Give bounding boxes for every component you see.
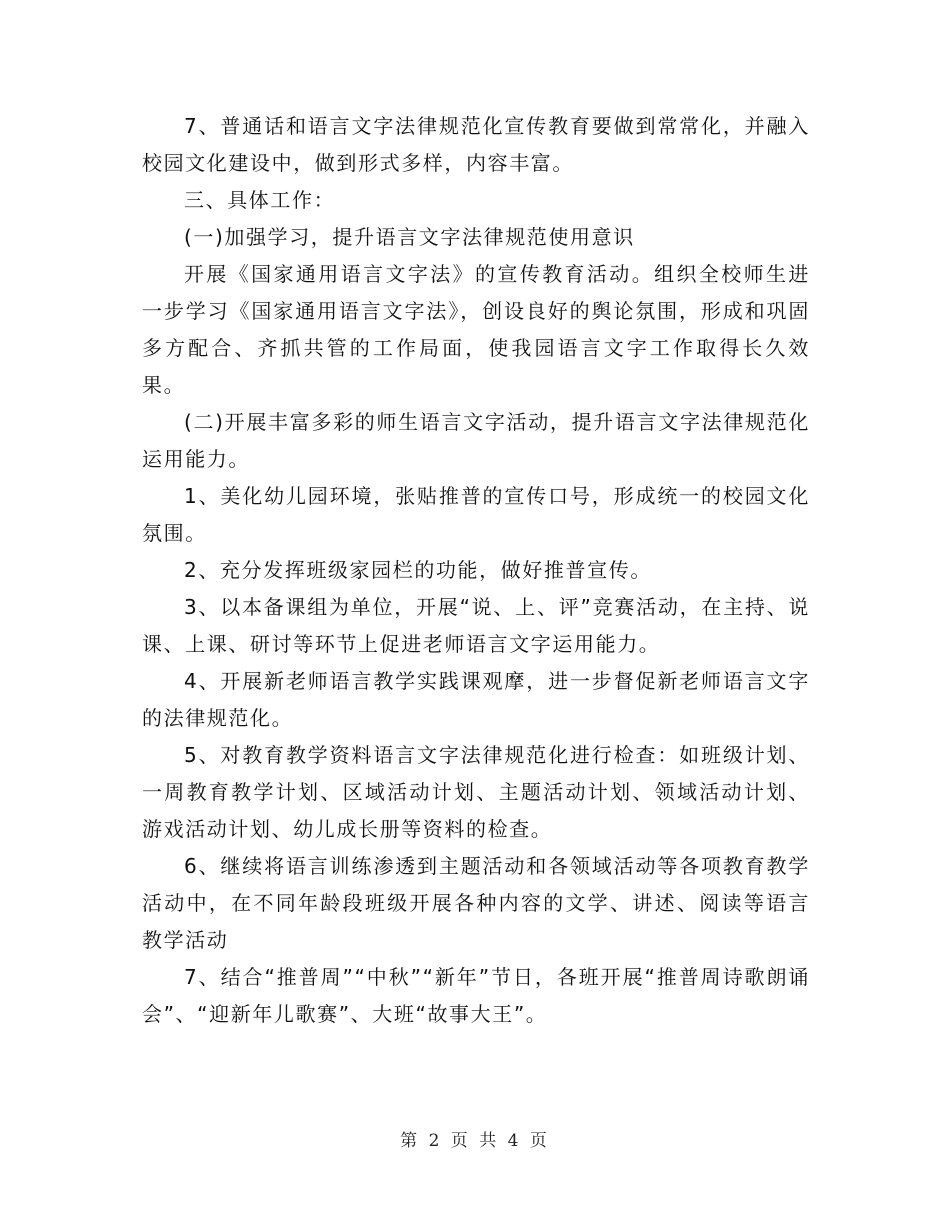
paragraph-law-education: 开展《国家通用语言文字法》的宣传教育活动。组织全校师生进一步学习《国家通用语言文字法》，创设良好的舆论氛围，形成和巩固多方配合、齐抓共管的工作局面，使我园语言文字工作取得长久效果。 [142, 262, 810, 397]
list-item-2: 2、充分发挥班级家园栏的功能，做好推普宣传。 [184, 558, 652, 582]
document-body [142, 108, 810, 1033]
subheading-activities: (二)开展丰富多彩的师生语言文字活动，提升语言文字法律规范化运用能力。 [142, 410, 810, 471]
list-item-5: 5、对教育教学资料语言文字法律规范化进行检查：如班级计划、一周教育教学计划、区域活动计划、主题活动计划、领域活动计划、游戏活动计划、幼儿成长册等资料的检查。 [142, 743, 810, 841]
subheading-strengthen-learning: (一)加强学习，提升语言文字法律规范使用意识 [184, 225, 635, 249]
list-item-3: 3、以本备课组为单位，开展“说、上、评”竞赛活动，在主持、说课、上课、研讨等环节上促进老师语言文字运用能力。 [142, 595, 810, 656]
list-item-7: 7、结合“推普周”“中秋”“新年”节日，各班开展“推普周诗歌朗诵会”、“迎新年儿歌赛”、大班“故事大王”。 [142, 965, 810, 1026]
list-item-1: 1、美化幼儿园环境，张贴推普的宣传口号，形成统一的校园文化氛围。 [142, 484, 810, 545]
list-item-6: 6、继续将语言训练渗透到主题活动和各领域活动等各项教育教学活动中，在不同年龄段班级开展各种内容的文学、讲述、阅读等语言教学活动 [142, 854, 810, 952]
list-item-4: 4、开展新老师语言教学实践课观摩，进一步督促新老师语言文字的法律规范化。 [142, 669, 810, 730]
page-footer: 第 2 页 共 4 页 [400, 1131, 550, 1151]
paragraph-promotion-normalization: 7、普通话和语言文字法律规范化宣传教育要做到常常化，并融入校园文化建设中，做到形式多样，内容丰富。 [142, 114, 810, 175]
section-heading-specific-work: 三、具体工作： [184, 188, 336, 212]
